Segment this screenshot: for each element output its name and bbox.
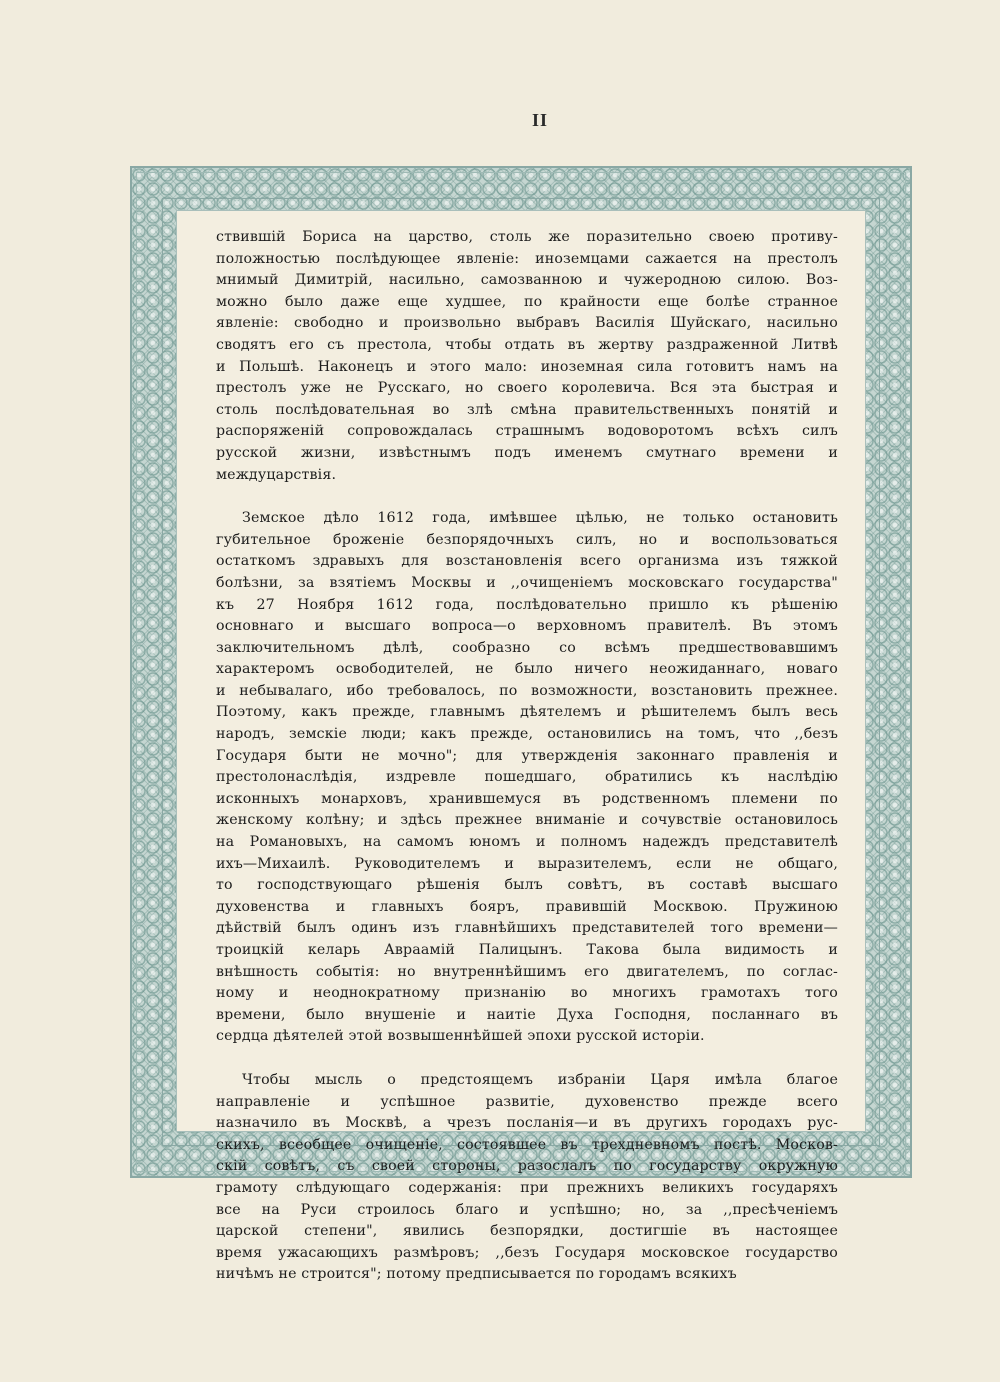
text-line: престолонаслѣдія, издревле пошедшаго, обратились къ наслѣдію [216,769,838,786]
text-line: время ужасающихъ размѣровъ; ,,безъ Государя московское государство [216,1244,838,1261]
text-line: времени, было внушеніе и наитіе Духа Господня, посланнаго въ [216,1006,838,1023]
text-line: грамоту слѣдующаго содержанія: при прежнихъ великихъ государяхъ [216,1179,838,1196]
text-line: ствившій Бориса на царство, столь же поразительно своею противу- [216,229,838,245]
text-line: и небывалаго, ибо требовалось, по возможности, возстановить прежнее. [216,682,838,699]
text-line: мнимый Димитрій, насильно, самозванною и чужеродною силою. Воз- [216,272,838,289]
text-line: престолъ уже не Русскаго, но своего королевича. Вся эта быстрая и [216,380,838,397]
paragraph [216,1070,838,1286]
text-line: междуцарствія. [216,466,337,483]
text-line: сердца дѣятелей этой возвышеннѣйшей эпохи русской исторіи. [216,1028,705,1045]
text-line: Государя быти не мочно"; для утвержденія законнаго правленія и [216,747,838,764]
text-line: царской степени", явились безпорядки, достигшіе въ настоящее [216,1223,838,1240]
text-line: Чтобы мысль о предстоящемъ избраніи Царя имѣла благое [242,1071,838,1088]
text-line: явленіе: свободно и произвольно выбравъ Василія Шуйскаго, насильно [216,315,838,332]
text-line: болѣзни, за взятіемъ Москвы и ,,очищеніемъ московскаго государства" [216,574,838,591]
text-line: направленіе и успѣшное развитіе, духовенство прежде всего [216,1093,838,1110]
text-line: назначило въ Москвѣ, а чрезъ посланія—и въ другихъ городахъ рус- [216,1115,838,1132]
text-line: духовенства и главныхъ бояръ, правившій Москвою. Пружиною [216,898,838,915]
text-line: остаткомъ здравыхъ для возстановленія всего организма изъ тяжкой [216,553,838,570]
page-number: II [531,110,548,130]
text-line: Поэтому, какъ прежде, главнымъ дѣятелемъ и рѣшителемъ былъ весь [216,704,838,721]
text-line: исконныхъ монарховъ, хранившемуся въ родственномъ племени по [216,790,838,807]
text-line: женскому колѣну; и здѣсь прежнее вниманіе и сочувствіе остановилось [216,812,838,829]
text-line: основнаго и высшаго вопроса—о верховномъ правителѣ. Въ этомъ [216,618,838,635]
text-line: скій совѣтъ, съ своей стороны, разослалъ по государству окружную [216,1158,838,1175]
text-line: распоряженій сопровождалась страшнымъ водоворотомъ всѣхъ силъ [216,423,838,440]
text-line: то господствующаго рѣшенія былъ совѣтъ, въ составѣ высшаго [216,877,838,894]
paragraph [216,227,838,486]
text-line: Земское дѣло 1612 года, имѣвшее цѣлью, не только остановить [242,510,838,527]
text-line: ному и неоднократному признанію во многихъ грамотахъ того [216,985,838,1002]
text-line: характеромъ освободителей, не было ничего неожиданнаго, новаго [216,661,838,678]
text-line: губительное броженіе безпорядочныхъ силъ, но и воспользоваться [216,531,838,548]
paragraph [216,508,838,1048]
text-line: столь послѣдовательная во злѣ смѣна правительственныхъ понятій и [216,401,838,418]
text-line: скихъ, всеобщее очищеніе, состоявшее въ трехдневномъ постѣ. Москов- [216,1136,838,1153]
text-line: сводятъ его съ престола, чтобы отдать въ жертву раздраженной Литвѣ [216,336,838,353]
text-line: къ 27 Ноября 1612 года, послѣдовательно пришло къ рѣшенію [216,596,838,613]
text-line: ничѣмъ не строится"; потому предписывается по городамъ всякихъ [216,1266,737,1283]
body-text [216,227,838,1308]
text-line: дѣйствій былъ одинъ изъ главнѣйшихъ представителей того времени— [216,920,838,937]
text-line: внѣшность событія: но внутреннѣйшимъ его двигателемъ, по соглас- [216,963,838,980]
text-line: положностью послѣдующее явленіе: иноземцами сажается на престолъ [216,250,838,267]
text-line: все на Руси строилось благо и успѣшно; но, за ,,пресѣченіемъ [216,1201,838,1218]
text-line: заключительномъ дѣлѣ, сообразно со всѣмъ предшествовавшимъ [216,639,838,656]
text-line: ихъ—Михаилѣ. Руководителемъ и выразителемъ, если не общаго, [216,855,838,872]
text-line: народъ, земскіе люди; какъ прежде, остановились на томъ, что ,,безъ [216,726,838,743]
text-line: и Польшѣ. Наконецъ и этого мало: иноземная сила готовитъ намъ на [216,358,838,375]
text-line: троицкій келарь Авраамій Палицынъ. Такова была видимость и [216,942,838,958]
text-line: русской жизни, извѣстнымъ подъ именемъ смутнаго времени и [216,444,838,461]
text-line: на Романовыхъ, на самомъ юномъ и полномъ надеждъ представителѣ [216,834,838,851]
text-line: можно было даже еще худшее, по крайности еще болѣе странное [216,293,838,310]
